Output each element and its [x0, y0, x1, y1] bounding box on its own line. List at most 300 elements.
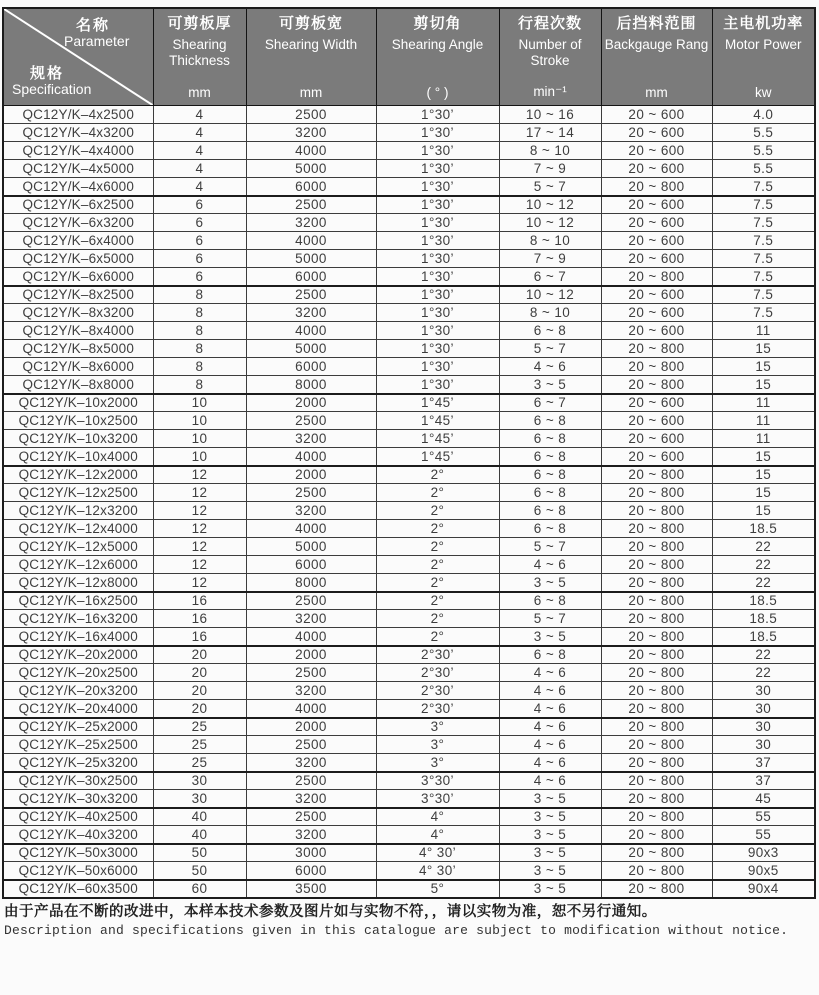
cell-thickness: 20	[153, 700, 246, 718]
cell-model: QC12Y/K–6x6000	[3, 268, 153, 286]
cell-backgauge: 20 ~ 600	[601, 106, 712, 124]
column-header-thickness-en: Shearing Thickness	[169, 36, 230, 68]
cell-model: QC12Y/K–12x2500	[3, 484, 153, 502]
cell-angle: 2°30’	[376, 664, 499, 682]
cell-power: 7.5	[712, 286, 815, 304]
table-row	[3, 574, 815, 592]
cell-thickness: 60	[153, 880, 246, 898]
cell-thickness: 16	[153, 592, 246, 610]
cell-width: 2500	[246, 808, 376, 826]
cell-angle: 2°	[376, 556, 499, 574]
cell-model: QC12Y/K–20x2500	[3, 664, 153, 682]
cell-width: 3200	[246, 124, 376, 142]
cell-backgauge: 20 ~ 600	[601, 250, 712, 268]
cell-stroke: 17 ~ 14	[499, 124, 601, 142]
cell-model: QC12Y/K–25x2000	[3, 718, 153, 736]
cell-backgauge: 20 ~ 800	[601, 178, 712, 196]
corner-header-cell	[3, 8, 153, 106]
cell-power: 7.5	[712, 250, 815, 268]
cell-thickness: 8	[153, 304, 246, 322]
cell-stroke: 10 ~ 12	[499, 286, 601, 304]
cell-stroke: 8 ~ 10	[499, 142, 601, 160]
cell-backgauge: 20 ~ 800	[601, 682, 712, 700]
cell-width: 3200	[246, 214, 376, 232]
cell-model: QC12Y/K–4x2500	[3, 106, 153, 124]
cell-model: QC12Y/K–8x8000	[3, 376, 153, 394]
cell-width: 4000	[246, 520, 376, 538]
cell-stroke: 6 ~ 8	[499, 646, 601, 664]
cell-stroke: 7 ~ 9	[499, 250, 601, 268]
cell-angle: 2°	[376, 538, 499, 556]
cell-angle: 3°	[376, 754, 499, 772]
cell-model: QC12Y/K–8x3200	[3, 304, 153, 322]
cell-backgauge: 20 ~ 600	[601, 286, 712, 304]
table-row	[3, 124, 815, 142]
cell-stroke: 5 ~ 7	[499, 340, 601, 358]
cell-thickness: 20	[153, 682, 246, 700]
cell-power: 5.5	[712, 142, 815, 160]
column-header-stroke-cn: 行程次数	[517, 15, 582, 32]
cell-power: 18.5	[712, 592, 815, 610]
cell-thickness: 4	[153, 178, 246, 196]
cell-thickness: 10	[153, 448, 246, 466]
cell-stroke: 4 ~ 6	[499, 664, 601, 682]
cell-power: 15	[712, 448, 815, 466]
cell-width: 2500	[246, 664, 376, 682]
cell-width: 3200	[246, 790, 376, 808]
cell-width: 2500	[246, 106, 376, 124]
cell-model: QC12Y/K–30x2500	[3, 772, 153, 790]
cell-backgauge: 20 ~ 600	[601, 196, 712, 214]
cell-angle: 2°	[376, 628, 499, 646]
cell-power: 4.0	[712, 106, 815, 124]
cell-backgauge: 20 ~ 600	[601, 430, 712, 448]
cell-angle: 1°30’	[376, 142, 499, 160]
cell-backgauge: 20 ~ 800	[601, 718, 712, 736]
cell-width: 3200	[246, 304, 376, 322]
cell-angle: 2°	[376, 592, 499, 610]
cell-width: 3000	[246, 844, 376, 862]
cell-stroke: 6 ~ 8	[499, 484, 601, 502]
cell-width: 3200	[246, 826, 376, 844]
cell-width: 4000	[246, 322, 376, 340]
cell-backgauge: 20 ~ 800	[601, 502, 712, 520]
table-row	[3, 232, 815, 250]
cell-stroke: 3 ~ 5	[499, 844, 601, 862]
cell-angle: 2°	[376, 574, 499, 592]
column-header-width	[246, 8, 376, 106]
table-row	[3, 520, 815, 538]
cell-power: 18.5	[712, 520, 815, 538]
table-row	[3, 160, 815, 178]
cell-stroke: 5 ~ 7	[499, 610, 601, 628]
cell-model: QC12Y/K–20x4000	[3, 700, 153, 718]
table-row	[3, 250, 815, 268]
table-row	[3, 178, 815, 196]
cell-model: QC12Y/K–20x3200	[3, 682, 153, 700]
cell-stroke: 3 ~ 5	[499, 826, 601, 844]
cell-backgauge: 20 ~ 800	[601, 520, 712, 538]
cell-backgauge: 20 ~ 800	[601, 700, 712, 718]
table-row	[3, 286, 815, 304]
cell-model: QC12Y/K–12x8000	[3, 574, 153, 592]
table-row	[3, 196, 815, 214]
table-row	[3, 808, 815, 826]
corner-spec-en: Specification	[12, 81, 92, 97]
cell-thickness: 8	[153, 376, 246, 394]
column-header-angle	[376, 8, 499, 106]
cell-stroke: 4 ~ 6	[499, 556, 601, 574]
cell-backgauge: 20 ~ 600	[601, 214, 712, 232]
cell-width: 2500	[246, 286, 376, 304]
cell-power: 7.5	[712, 268, 815, 286]
cell-angle: 2°	[376, 484, 499, 502]
cell-power: 7.5	[712, 232, 815, 250]
cell-backgauge: 20 ~ 800	[601, 646, 712, 664]
cell-thickness: 20	[153, 646, 246, 664]
cell-angle: 1°45’	[376, 394, 499, 412]
cell-angle: 1°30’	[376, 232, 499, 250]
cell-power: 90x3	[712, 844, 815, 862]
cell-width: 2500	[246, 592, 376, 610]
cell-angle: 2°	[376, 502, 499, 520]
cell-thickness: 6	[153, 268, 246, 286]
cell-model: QC12Y/K–12x2000	[3, 466, 153, 484]
cell-angle: 2°	[376, 610, 499, 628]
cell-model: QC12Y/K–60x3500	[3, 880, 153, 898]
cell-thickness: 12	[153, 484, 246, 502]
column-header-backgauge-unit: mm	[645, 85, 668, 100]
cell-angle: 1°45’	[376, 448, 499, 466]
cell-model: QC12Y/K–16x2500	[3, 592, 153, 610]
column-header-angle-unit: ( ° )	[426, 85, 449, 100]
cell-width: 3200	[246, 502, 376, 520]
cell-stroke: 10 ~ 12	[499, 196, 601, 214]
cell-backgauge: 20 ~ 600	[601, 322, 712, 340]
cell-stroke: 3 ~ 5	[499, 808, 601, 826]
cell-angle: 1°30’	[376, 160, 499, 178]
column-header-stroke-unit: min⁻¹	[533, 84, 567, 99]
table-row	[3, 880, 815, 898]
table-row	[3, 862, 815, 880]
column-header-backgauge-en: Backgauge Rang	[604, 36, 709, 52]
cell-model: QC12Y/K–4x3200	[3, 124, 153, 142]
cell-thickness: 8	[153, 286, 246, 304]
table-row	[3, 304, 815, 322]
table-row	[3, 376, 815, 394]
cell-width: 3200	[246, 682, 376, 700]
cell-backgauge: 20 ~ 800	[601, 844, 712, 862]
table-row	[3, 682, 815, 700]
cell-model: QC12Y/K–8x2500	[3, 286, 153, 304]
table-row	[3, 718, 815, 736]
cell-width: 4000	[246, 232, 376, 250]
cell-backgauge: 20 ~ 800	[601, 574, 712, 592]
cell-thickness: 8	[153, 358, 246, 376]
cell-thickness: 40	[153, 826, 246, 844]
column-header-stroke	[499, 8, 601, 106]
cell-width: 2000	[246, 646, 376, 664]
cell-stroke: 6 ~ 8	[499, 412, 601, 430]
cell-angle: 1°30’	[376, 124, 499, 142]
table-row	[3, 142, 815, 160]
table-row	[3, 268, 815, 286]
cell-thickness: 4	[153, 142, 246, 160]
cell-power: 22	[712, 556, 815, 574]
corner-name-en: Parameter	[64, 33, 130, 49]
cell-power: 15	[712, 466, 815, 484]
cell-angle: 1°30’	[376, 340, 499, 358]
cell-model: QC12Y/K–10x3200	[3, 430, 153, 448]
cell-angle: 1°30’	[376, 214, 499, 232]
table-row	[3, 214, 815, 232]
cell-backgauge: 20 ~ 600	[601, 304, 712, 322]
cell-stroke: 4 ~ 6	[499, 700, 601, 718]
cell-angle: 2°	[376, 520, 499, 538]
cell-width: 6000	[246, 862, 376, 880]
cell-power: 55	[712, 808, 815, 826]
cell-stroke: 4 ~ 6	[499, 772, 601, 790]
cell-angle: 1°30’	[376, 250, 499, 268]
cell-thickness: 4	[153, 160, 246, 178]
cell-thickness: 12	[153, 574, 246, 592]
spec-table	[2, 7, 816, 899]
cell-power: 15	[712, 502, 815, 520]
table-row	[3, 394, 815, 412]
catalogue-page	[2, 7, 816, 939]
cell-backgauge: 20 ~ 800	[601, 340, 712, 358]
corner-name-cn: 名称	[76, 17, 111, 34]
cell-power: 30	[712, 718, 815, 736]
cell-model: QC12Y/K–8x4000	[3, 322, 153, 340]
cell-stroke: 3 ~ 5	[499, 628, 601, 646]
cell-power: 15	[712, 484, 815, 502]
column-header-stroke-en: Number of Stroke	[518, 36, 582, 68]
cell-thickness: 16	[153, 610, 246, 628]
cell-thickness: 12	[153, 556, 246, 574]
cell-power: 7.5	[712, 214, 815, 232]
cell-thickness: 30	[153, 790, 246, 808]
cell-stroke: 6 ~ 8	[499, 322, 601, 340]
cell-stroke: 5 ~ 7	[499, 538, 601, 556]
table-body	[3, 106, 815, 898]
cell-model: QC12Y/K–10x2500	[3, 412, 153, 430]
cell-width: 3200	[246, 430, 376, 448]
cell-model: QC12Y/K–25x3200	[3, 754, 153, 772]
cell-backgauge: 20 ~ 800	[601, 466, 712, 484]
table-row	[3, 340, 815, 358]
table-row	[3, 628, 815, 646]
cell-width: 5000	[246, 340, 376, 358]
cell-thickness: 12	[153, 520, 246, 538]
cell-thickness: 8	[153, 322, 246, 340]
cell-model: QC12Y/K–10x4000	[3, 448, 153, 466]
cell-angle: 4° 30’	[376, 862, 499, 880]
cell-stroke: 3 ~ 5	[499, 376, 601, 394]
cell-thickness: 12	[153, 502, 246, 520]
table-row	[3, 826, 815, 844]
table-row	[3, 790, 815, 808]
cell-power: 90x5	[712, 862, 815, 880]
cell-power: 55	[712, 826, 815, 844]
cell-power: 22	[712, 646, 815, 664]
column-header-width-en: Shearing Width	[264, 36, 358, 52]
cell-backgauge: 20 ~ 800	[601, 664, 712, 682]
cell-thickness: 25	[153, 754, 246, 772]
cell-stroke: 3 ~ 5	[499, 574, 601, 592]
cell-backgauge: 20 ~ 600	[601, 142, 712, 160]
cell-thickness: 25	[153, 718, 246, 736]
cell-angle: 3°30’	[376, 772, 499, 790]
cell-power: 22	[712, 538, 815, 556]
cell-angle: 3°	[376, 718, 499, 736]
column-header-power-cn: 主电机功率	[723, 15, 804, 32]
cell-width: 2500	[246, 484, 376, 502]
table-row	[3, 322, 815, 340]
cell-power: 7.5	[712, 196, 815, 214]
cell-power: 11	[712, 394, 815, 412]
table-row	[3, 430, 815, 448]
cell-stroke: 8 ~ 10	[499, 232, 601, 250]
table-row	[3, 700, 815, 718]
cell-width: 3200	[246, 754, 376, 772]
cell-model: QC12Y/K–4x6000	[3, 178, 153, 196]
cell-model: QC12Y/K–16x3200	[3, 610, 153, 628]
cell-backgauge: 20 ~ 800	[601, 538, 712, 556]
column-header-power-unit: kw	[755, 85, 772, 100]
cell-thickness: 30	[153, 772, 246, 790]
table-row	[3, 772, 815, 790]
cell-stroke: 3 ~ 5	[499, 880, 601, 898]
cell-model: QC12Y/K–20x2000	[3, 646, 153, 664]
cell-model: QC12Y/K–12x6000	[3, 556, 153, 574]
column-header-power-en: Motor Power	[724, 36, 802, 52]
cell-backgauge: 20 ~ 600	[601, 412, 712, 430]
cell-model: QC12Y/K–10x2000	[3, 394, 153, 412]
cell-backgauge: 20 ~ 600	[601, 160, 712, 178]
cell-backgauge: 20 ~ 800	[601, 880, 712, 898]
cell-power: 11	[712, 412, 815, 430]
cell-angle: 2°30’	[376, 646, 499, 664]
table-row	[3, 538, 815, 556]
table-row	[3, 502, 815, 520]
footer-note	[2, 902, 816, 940]
cell-width: 6000	[246, 268, 376, 286]
cell-width: 4000	[246, 448, 376, 466]
cell-stroke: 4 ~ 6	[499, 754, 601, 772]
cell-model: QC12Y/K–4x5000	[3, 160, 153, 178]
column-header-backgauge-cn: 后挡料范围	[616, 15, 697, 32]
cell-width: 5000	[246, 538, 376, 556]
cell-thickness: 6	[153, 232, 246, 250]
cell-backgauge: 20 ~ 800	[601, 862, 712, 880]
cell-power: 18.5	[712, 610, 815, 628]
column-header-width-unit: mm	[299, 85, 323, 100]
cell-thickness: 6	[153, 196, 246, 214]
cell-angle: 1°30’	[376, 304, 499, 322]
cell-width: 5000	[246, 250, 376, 268]
cell-power: 7.5	[712, 304, 815, 322]
column-header-power	[712, 8, 815, 106]
cell-thickness: 12	[153, 466, 246, 484]
cell-stroke: 6 ~ 8	[499, 592, 601, 610]
cell-thickness: 6	[153, 250, 246, 268]
cell-width: 8000	[246, 376, 376, 394]
cell-stroke: 4 ~ 6	[499, 358, 601, 376]
table-row	[3, 646, 815, 664]
cell-thickness: 8	[153, 340, 246, 358]
table-row	[3, 484, 815, 502]
cell-width: 6000	[246, 358, 376, 376]
cell-width: 2500	[246, 196, 376, 214]
cell-model: QC12Y/K–12x4000	[3, 520, 153, 538]
cell-backgauge: 20 ~ 600	[601, 124, 712, 142]
cell-power: 90x4	[712, 880, 815, 898]
cell-angle: 1°45’	[376, 430, 499, 448]
cell-backgauge: 20 ~ 800	[601, 376, 712, 394]
column-header-angle-cn: 剪切角	[413, 15, 462, 32]
cell-angle: 1°30’	[376, 178, 499, 196]
cell-power: 15	[712, 376, 815, 394]
cell-power: 30	[712, 736, 815, 754]
table-row	[3, 736, 815, 754]
cell-backgauge: 20 ~ 800	[601, 754, 712, 772]
cell-backgauge: 20 ~ 800	[601, 736, 712, 754]
cell-width: 4000	[246, 142, 376, 160]
cell-width: 5000	[246, 160, 376, 178]
cell-backgauge: 20 ~ 800	[601, 556, 712, 574]
cell-model: QC12Y/K–6x3200	[3, 214, 153, 232]
cell-width: 2000	[246, 394, 376, 412]
cell-power: 30	[712, 682, 815, 700]
cell-backgauge: 20 ~ 800	[601, 268, 712, 286]
cell-stroke: 10 ~ 12	[499, 214, 601, 232]
cell-angle: 4° 30’	[376, 844, 499, 862]
table-row	[3, 106, 815, 124]
cell-backgauge: 20 ~ 800	[601, 628, 712, 646]
cell-angle: 2°30’	[376, 682, 499, 700]
cell-stroke: 6 ~ 8	[499, 466, 601, 484]
column-header-width-cn: 可剪板宽	[278, 15, 343, 32]
cell-backgauge: 20 ~ 800	[601, 610, 712, 628]
cell-stroke: 6 ~ 8	[499, 430, 601, 448]
cell-angle: 1°30’	[376, 358, 499, 376]
cell-width: 2000	[246, 466, 376, 484]
cell-thickness: 16	[153, 628, 246, 646]
cell-width: 6000	[246, 556, 376, 574]
cell-power: 37	[712, 754, 815, 772]
cell-stroke: 7 ~ 9	[499, 160, 601, 178]
cell-model: QC12Y/K–25x2500	[3, 736, 153, 754]
cell-backgauge: 20 ~ 800	[601, 772, 712, 790]
cell-width: 8000	[246, 574, 376, 592]
table-row	[3, 358, 815, 376]
cell-angle: 1°30’	[376, 268, 499, 286]
cell-stroke: 5 ~ 7	[499, 178, 601, 196]
cell-backgauge: 20 ~ 800	[601, 484, 712, 502]
cell-angle: 1°30’	[376, 322, 499, 340]
cell-backgauge: 20 ~ 600	[601, 448, 712, 466]
cell-model: QC12Y/K–6x5000	[3, 250, 153, 268]
cell-backgauge: 20 ~ 800	[601, 790, 712, 808]
cell-power: 30	[712, 700, 815, 718]
cell-power: 15	[712, 340, 815, 358]
column-header-thickness-unit: mm	[188, 85, 211, 100]
cell-model: QC12Y/K–8x6000	[3, 358, 153, 376]
cell-power: 11	[712, 322, 815, 340]
cell-model: QC12Y/K–6x4000	[3, 232, 153, 250]
cell-thickness: 20	[153, 664, 246, 682]
